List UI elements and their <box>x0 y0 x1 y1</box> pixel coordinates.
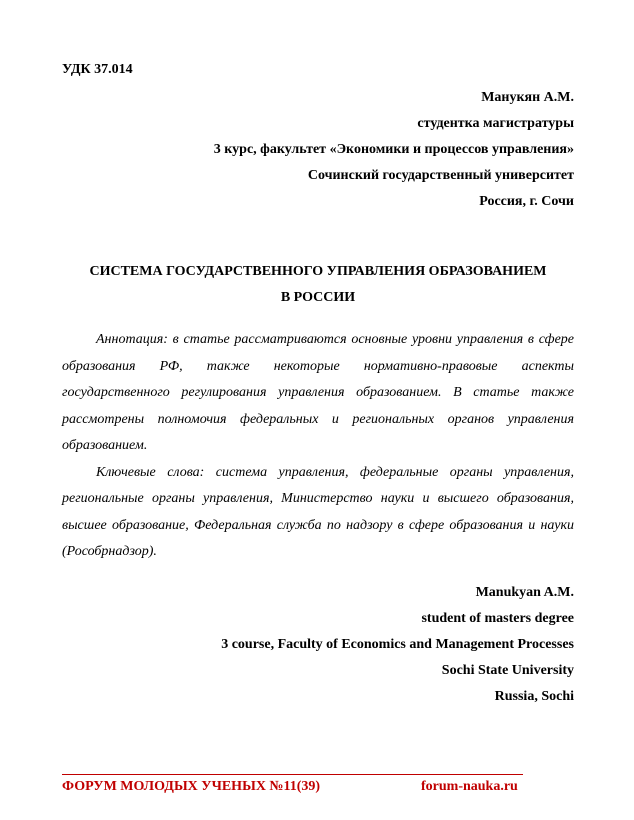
author-location-en: Russia, Sochi <box>494 689 574 704</box>
author-status-en: student of masters degree <box>421 611 574 626</box>
author-name-en: Manukyan A.M. <box>475 585 574 600</box>
author-university-en: Sochi State University <box>441 663 574 678</box>
footer-website: forum-nauka.ru <box>421 779 518 794</box>
author-faculty: 3 курс, факультет «Экономики и процессов управления» <box>213 142 574 157</box>
footer-journal: ФОРУМ МОЛОДЫХ УЧЕНЫХ №11(39) <box>62 779 321 794</box>
abstract-text: Аннотация: в статье рассматриваются основные уровни управления в сфере образования РФ, также некоторые нормативно-правовые аспекты государственного регулирования управления образованием. В статье также рассмотрены полномочия федеральных и региональных органов управления образованием. <box>62 332 574 453</box>
udk-code: УДК 37.014 <box>62 62 133 77</box>
author-faculty-en: 3 course, Faculty of Economics and Management Processes <box>221 637 574 652</box>
author-status: студентка магистратуры <box>417 116 574 131</box>
author-name: Манукян А.М. <box>481 90 574 105</box>
english-author-block <box>221 580 574 710</box>
keywords-text: Ключевые слова: система управления, федеральные органы управления, региональные органы управления, Министерство науки и высшего образования, высшее образование, Федеральная служба по надзору в сфере образования и науки (Рособрнадзор). <box>62 464 574 559</box>
title-line-2: В РОССИИ <box>280 290 356 305</box>
footer-divider <box>62 774 523 775</box>
russian-author-block <box>214 85 574 215</box>
author-location: Россия, г. Сочи <box>479 194 574 209</box>
author-university: Сочинский государственный университет <box>307 168 574 183</box>
abstract-section <box>62 327 574 566</box>
article-title <box>62 259 574 311</box>
title-line-1: СИСТЕМА ГОСУДАРСТВЕННОГО УПРАВЛЕНИЯ ОБРАЗОВАНИЕМ <box>89 264 547 279</box>
